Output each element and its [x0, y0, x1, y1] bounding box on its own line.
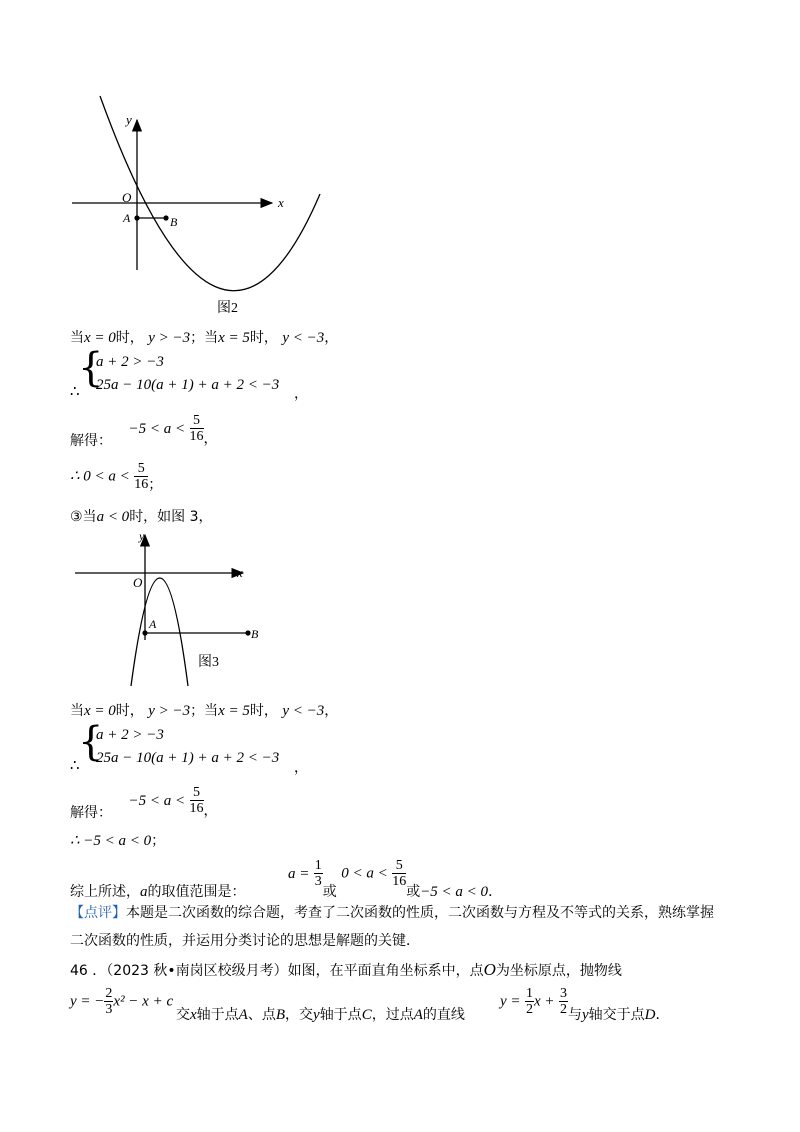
- parabola-curve: [131, 578, 188, 686]
- label-o: O: [133, 575, 143, 590]
- label-a: A: [123, 211, 131, 225]
- label-x: x: [278, 195, 284, 210]
- fraction: $\frac{5}{16}$: [189, 785, 204, 816]
- problem-46-line2: y = − $\frac{2}{3}$ x² − x + c: [70, 986, 174, 1017]
- fraction: $\frac{5}{16}$: [189, 413, 204, 444]
- comment-line1: 【点评】本题是二次函数的综合题，考查了二次函数的性质，二次函数与方程及不等式的关系，熟练掌握: [70, 905, 714, 921]
- block2-line1: 当x = 0时， y > −3；当x = 5时， y < −3，: [70, 703, 339, 719]
- case3-line: ③当a < 0时，如图 3，: [70, 509, 213, 525]
- solve-line: 解得： −5 < a < $\frac{5}{16}$ ，: [70, 785, 218, 821]
- system-end: ，: [294, 760, 308, 776]
- system-row-1: a + 2 > −3: [96, 354, 164, 370]
- conclusion-line: ∴ 0 < a < $\frac{5}{16}$ ；: [70, 461, 163, 493]
- fraction: $\frac{3}{2}$: [559, 986, 567, 1017]
- solve-line: 解得： −5 < a < $\frac{5}{16}$ ，: [70, 413, 218, 449]
- problem-46-line3: 交x轴于点A、点B，交y轴于点C，过点A的直线: [176, 1007, 465, 1023]
- fraction: $\frac{1}{2}$: [525, 986, 533, 1017]
- parabola-curve: [100, 96, 320, 291]
- label-y: y: [139, 530, 145, 543]
- caption: 图3: [198, 655, 219, 670]
- caption: 图2: [217, 301, 238, 316]
- summary-line: 综上所述，a的取值范围是： a = $\frac{1}{3}$ 或 0 < a < $\frac{5}{16}$ 或−5 < a < 0．: [70, 858, 503, 900]
- conclusion-line: ∴ −5 < a < 0；: [70, 833, 166, 849]
- fraction: $\frac{1}{3}$: [314, 858, 322, 889]
- label-x: x: [237, 565, 243, 580]
- system-brace: {: [78, 345, 104, 391]
- system-row-2: 25a − 10(a + 1) + a + 2 < −3: [96, 377, 280, 393]
- label-y: y: [126, 112, 132, 127]
- point-a: [142, 630, 147, 635]
- therefore-symbol: ∴: [70, 384, 80, 400]
- block1-line1: 当x = 0时， y > −3；当x = 5时， y < −3，: [70, 330, 339, 346]
- point-a: [134, 215, 139, 220]
- system-end: ，: [294, 386, 308, 402]
- fraction: $\frac{5}{16}$: [392, 858, 407, 889]
- comment-line2: 二次函数的性质，并运用分类讨论的思想是解题的关键．: [70, 933, 420, 949]
- figure-3: [65, 530, 285, 690]
- problem-46-line-eq: y = $\frac{1}{2}$ x + $\frac{3}{2}$: [500, 986, 567, 1017]
- system-row-2: 25a − 10(a + 1) + a + 2 < −3: [96, 750, 280, 766]
- label-a: A: [149, 617, 157, 631]
- therefore-symbol: ∴: [70, 758, 80, 774]
- point-b: [163, 215, 168, 220]
- label-b: B: [251, 627, 259, 641]
- label-o: O: [122, 190, 132, 205]
- label-b: B: [170, 215, 178, 229]
- figure-2: [60, 90, 340, 330]
- system-brace: {: [78, 719, 104, 765]
- system-row-1: a + 2 > −3: [96, 727, 164, 743]
- point-b: [245, 630, 250, 635]
- fraction: $\frac{5}{16}$: [134, 461, 149, 492]
- problem-46-line3-end: 与y轴交于点D．: [568, 1007, 670, 1023]
- fraction: $\frac{2}{3}$: [105, 986, 113, 1017]
- comment-tag: 【点评】: [70, 905, 126, 921]
- problem-46-line1: 46 ．（2023 秋•南岗区校级月考）如图，在平面直角坐标系中，点O为坐标原点，抛物线: [70, 960, 622, 979]
